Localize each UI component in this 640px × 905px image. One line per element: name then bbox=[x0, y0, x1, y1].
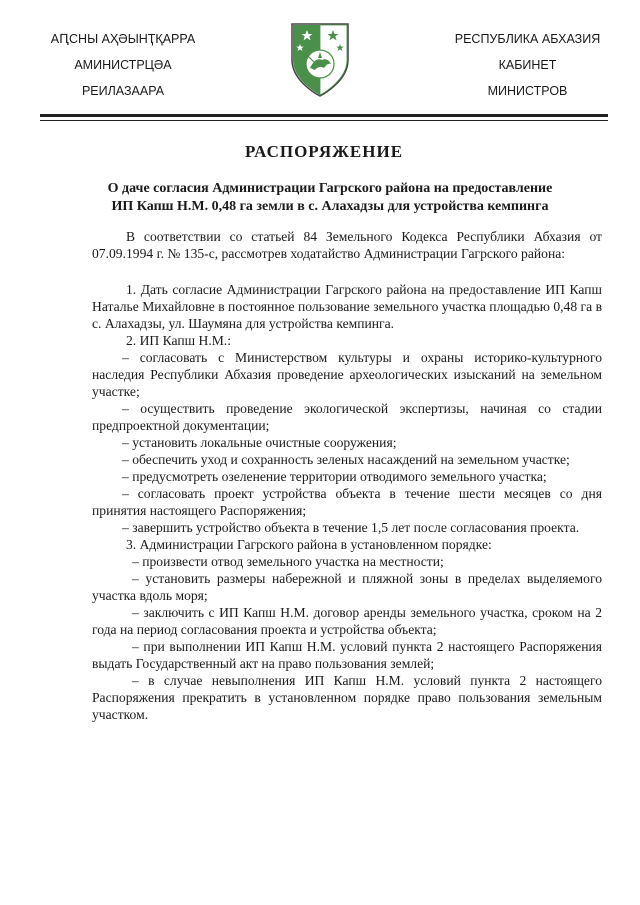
header-divider-thin bbox=[40, 120, 608, 121]
item-2-point-2: – осуществить проведение экологической экспертизы, начиная со стадии предпроектной документации; bbox=[92, 401, 602, 433]
item-3-point-2: – установить размеры набережной и пляжной зоны в пределах выделяемого участка вдоль моря; bbox=[92, 571, 602, 603]
coat-of-arms-icon bbox=[288, 20, 352, 100]
item-3-point-1: – произвести отвод земельного участка на местности; bbox=[132, 554, 444, 569]
item-2-point-6: – согласовать проект устройства объекта в течение шести месяцев со дня принятия настоящего Распоряжения; bbox=[92, 486, 602, 518]
item-3-heading: 3. Администрации Гагрского района в установленном порядке: bbox=[126, 537, 492, 552]
item-1: 1. Дать согласие Администрации Гагрского района на предоставление ИП Капш Наталье Михайловне в постоянное пользование земельного участка площадью 0,48 га в с. Алахадзы, ул. Шаумяна для устройства кемпинга. bbox=[92, 282, 602, 331]
header-left-line-3: РЕИЛАЗААРА bbox=[81, 84, 165, 98]
item-2-heading: 2. ИП Капш Н.М.: bbox=[126, 333, 231, 348]
item-2-point-1: – согласовать с Министерством культуры и охраны историко-культурного наследия Республики Абхазия проведение археологических изысканий на земельном участке; bbox=[92, 350, 602, 399]
header-right-line-3: МИНИСТРОВ bbox=[487, 84, 568, 98]
header-right-line-2: КАБИНЕТ bbox=[498, 58, 557, 72]
intro-paragraph: В соответствии со статьей 84 Земельного Кодекса Республики Абхазия от 07.09.1994 г. № 135-с, рассмотрев ходатайство Администрации Гагрского района: bbox=[92, 229, 602, 261]
document-body bbox=[92, 228, 602, 723]
item-2-point-4: – обеспечить уход и сохранность зеленых насаждений на земельном участке; bbox=[122, 452, 570, 467]
subject-line-2: ИП Капш Н.М. 0,48 га земли в с. Алахадзы для устройства кемпинга bbox=[111, 199, 549, 214]
header-left-block bbox=[48, 26, 198, 104]
document-subject bbox=[60, 180, 600, 216]
header-right-line-1: РЕСПУБЛИКА АБХАЗИЯ bbox=[454, 32, 601, 46]
subject-line-1: О даче согласия Администрации Гагрского района на предоставление bbox=[107, 181, 553, 196]
item-2-point-3: – установить локальные очистные сооружения; bbox=[122, 435, 397, 450]
header-divider-thick bbox=[40, 114, 608, 117]
item-2-point-5: – предусмотреть озеленение территории отводимого земельного участка; bbox=[122, 469, 547, 484]
document-title: РАСПОРЯЖЕНИЕ bbox=[244, 142, 404, 161]
header-left-line-1: АԤСНЫ АҲӘЫНҬҚАРРА bbox=[50, 32, 196, 46]
item-2-point-7: – завершить устройство объекта в течение 1,5 лет после согласования проекта. bbox=[122, 520, 580, 535]
item-3-point-4: – при выполнении ИП Капш Н.М. условий пункта 2 настоящего Распоряжения выдать Государственный акт на право пользования землей; bbox=[92, 639, 602, 671]
header-right-block bbox=[450, 26, 605, 104]
header-left-line-2: АМИНИСТРЦӘА bbox=[74, 58, 172, 72]
item-3-point-5: – в случае невыполнения ИП Капш Н.М. условий пункта 2 настоящего Распоряжения прекратить в установленном порядке право пользования земельным участком. bbox=[92, 673, 602, 722]
item-3-point-3: – заключить с ИП Капш Н.М. договор аренды земельного участка, сроком на 2 года на период согласования проекта и устройства объекта; bbox=[92, 605, 602, 637]
